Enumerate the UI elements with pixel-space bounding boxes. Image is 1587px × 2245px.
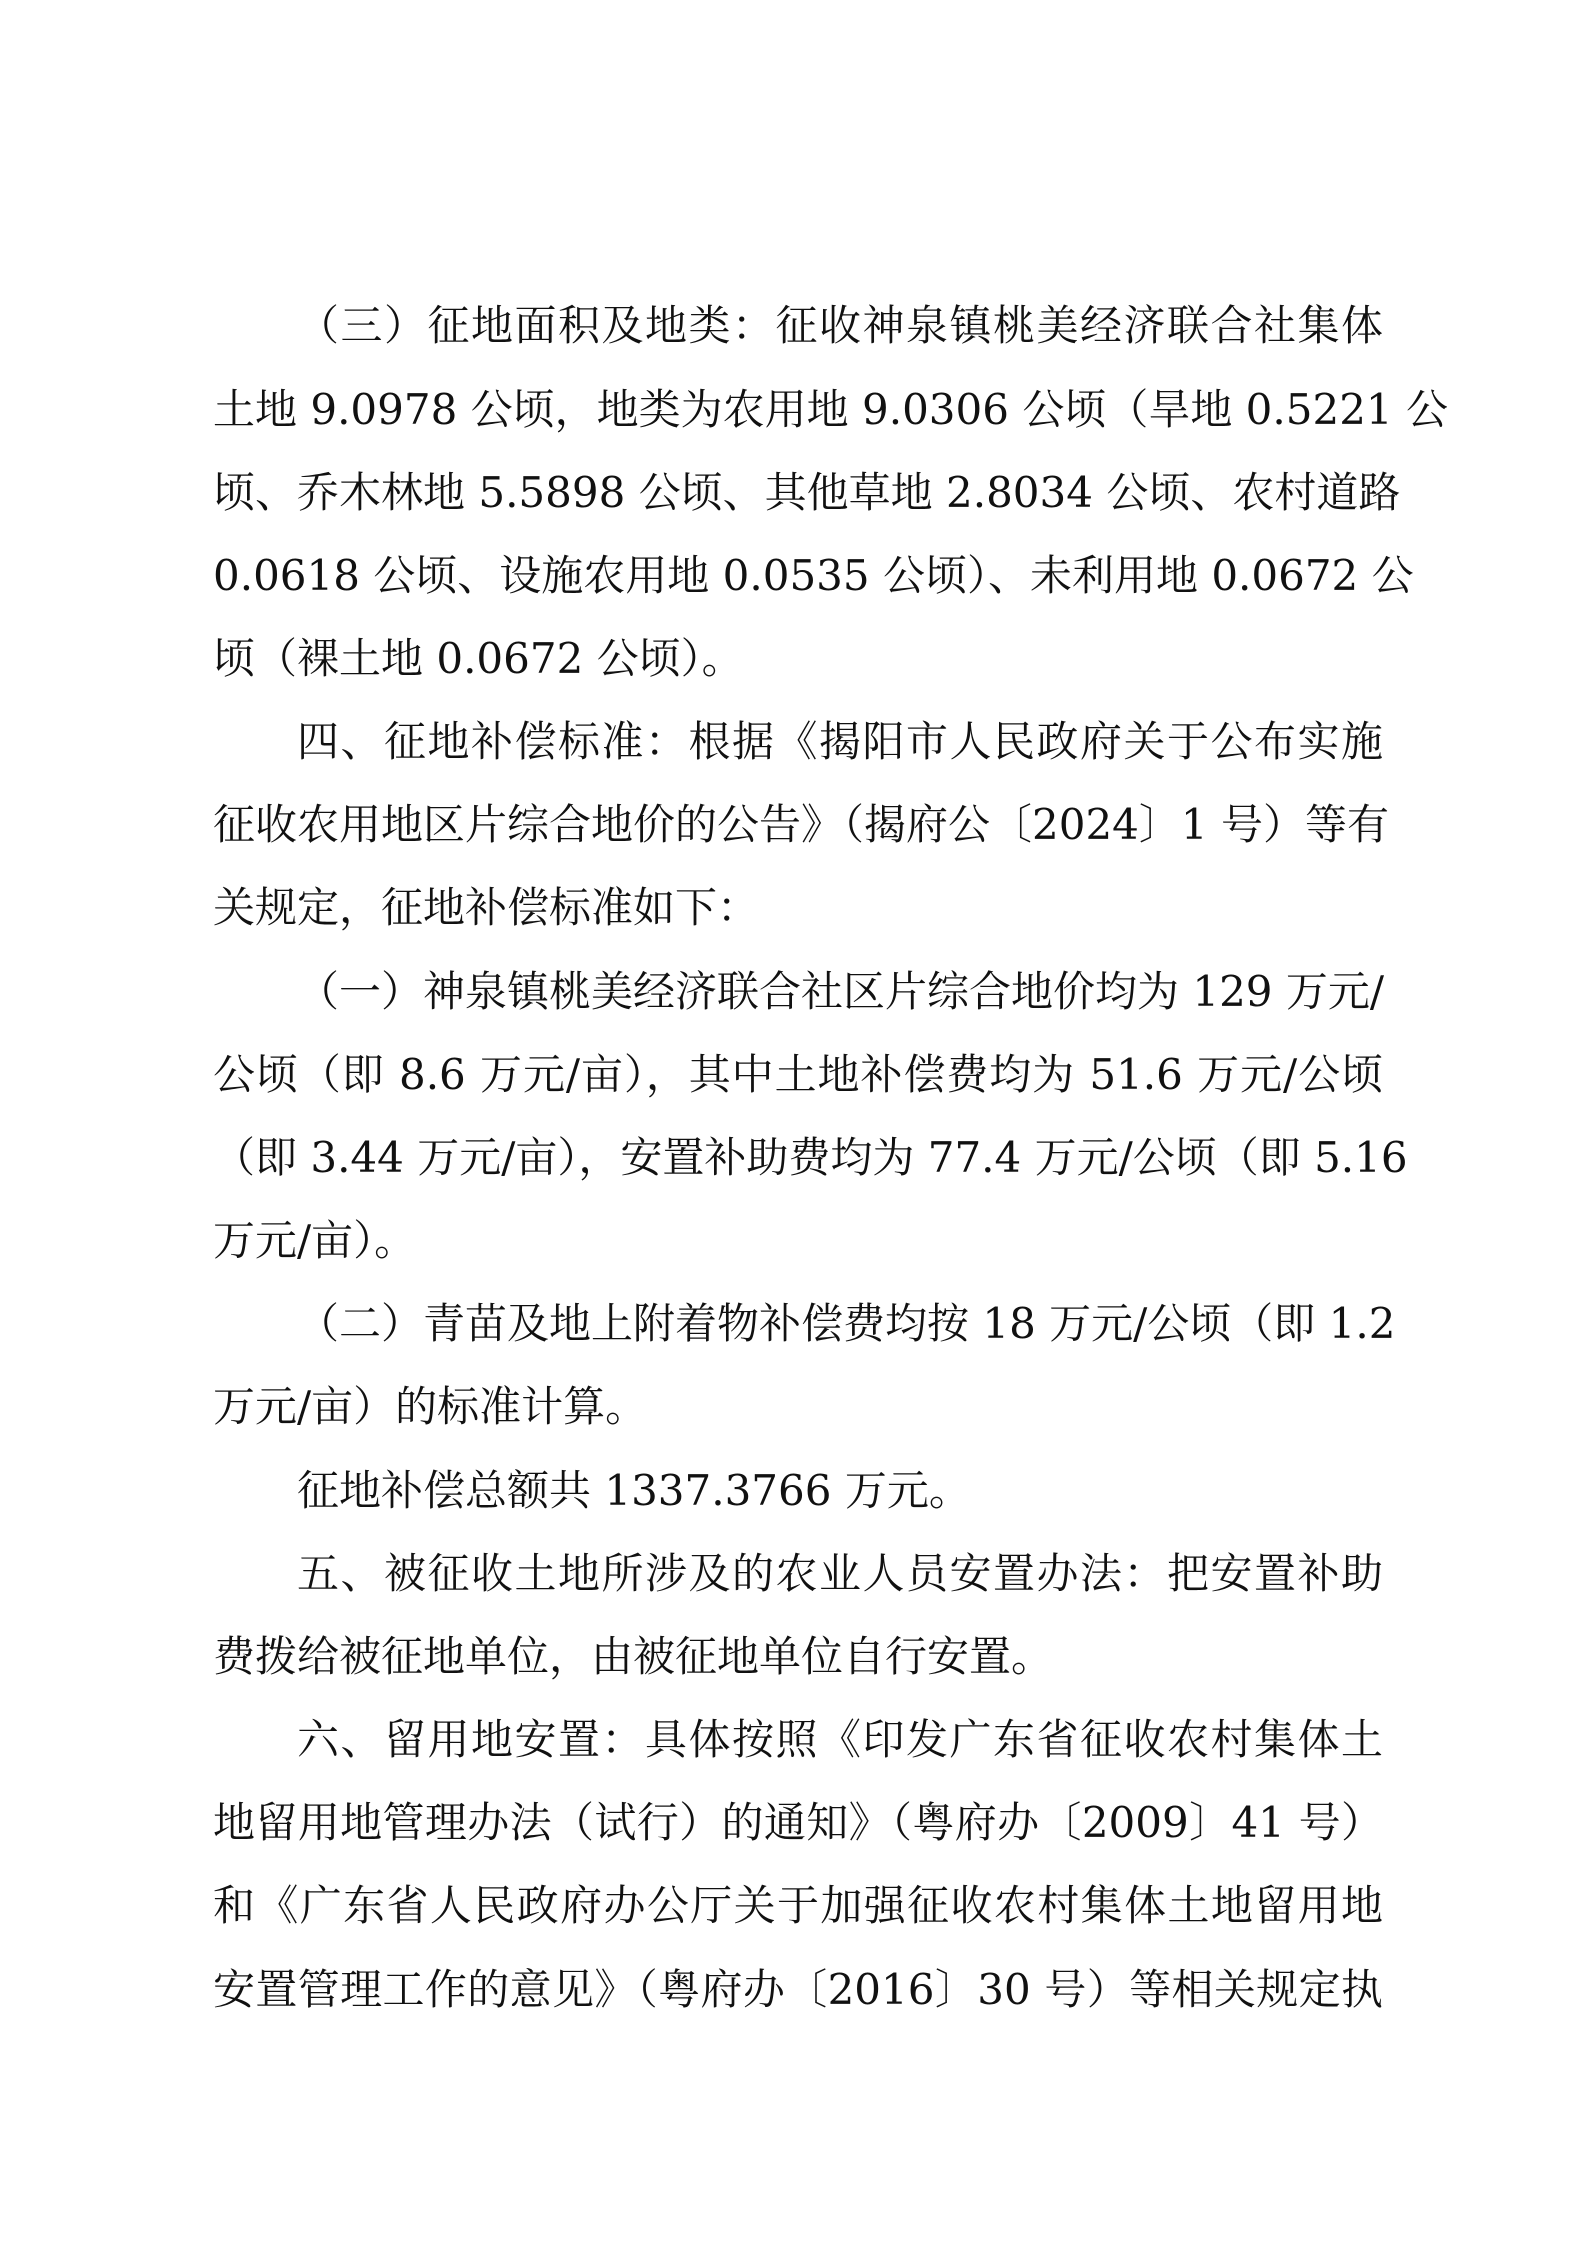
text-line: 万元/亩）的标准计算。 [213,1382,648,1431]
text-line: 六、留用地安置：具体按照《印发广东省征收农村集体土 [297,1715,1383,1764]
text-line: 四、征地补偿标准：根据《揭阳市人民政府关于公布实施 [297,717,1383,766]
text-line: 征地补偿总额共 1337.3766 万元。 [297,1466,971,1515]
text-line: 安置管理工作的意见》（粤府办〔2016〕30 号）等相关规定执 [213,1965,1383,2014]
text-line: 费拨给被征地单位，由被征地单位自行安置。 [213,1632,1054,1681]
text-line: 土地 9.0978 公顷，地类为农用地 9.0306 公顷（旱地 0.5221 公 [213,385,1448,434]
text-line: 和《广东省人民政府办公厅关于加强征收农村集体土地留用地 [213,1881,1383,1930]
text-line: 地留用地管理办法（试行）的通知》（粤府办〔2009〕41 号） [213,1798,1383,1847]
text-line: 五、被征收土地所涉及的农业人员安置办法：把安置补助 [297,1549,1383,1598]
text-line: 公顷（即 8.6 万元/亩），其中土地补偿费均为 51.6 万元/公顷 [213,1050,1383,1099]
text-line: 顷、乔木林地 5.5898 公顷、其他草地 2.8034 公顷、农村道路 [213,468,1401,517]
text-line: 顷（裸土地 0.0672 公顷）。 [213,634,744,683]
text-line: （即 3.44 万元/亩），安置补助费均为 77.4 万元/公顷（即 5.16 [213,1133,1408,1182]
text-line: 关规定，征地补偿标准如下： [213,883,760,932]
text-line: 0.0618 公顷、设施农用地 0.0535 公顷）、未利用地 0.0672 公 [213,551,1414,600]
text-line: 万元/亩）。 [213,1216,417,1265]
text-line: （一）神泉镇桃美经济联合社区片综合地价均为 129 万元/ [297,967,1385,1016]
text-line: 征收农用地区片综合地价的公告》（揭府公〔2024〕1 号）等有 [213,800,1389,849]
text-line: （二）青苗及地上附着物补偿费均按 18 万元/公顷（即 1.2 [297,1299,1396,1348]
text-line: （三）征地面积及地类：征收神泉镇桃美经济联合社集体 [297,301,1383,350]
